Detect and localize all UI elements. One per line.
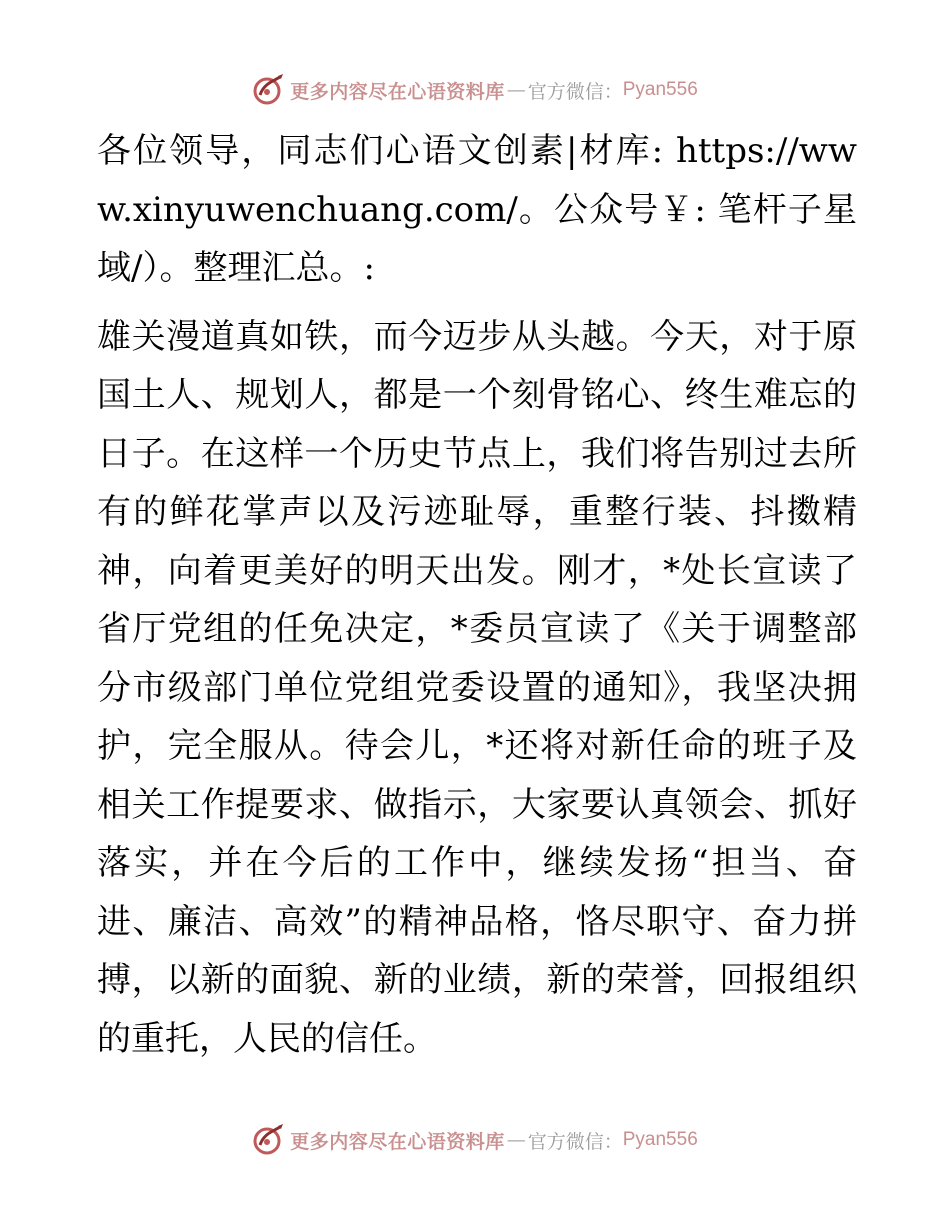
banner-wechat-id: Pyan556 <box>622 1129 698 1150</box>
footer-banner <box>0 1120 950 1160</box>
speech-paragraph: 雄关漫道真如铁，而今迈步从头越。今天，对于原国土人、规划人，都是一个刻骨铭心、终生难忘的日子。在这样一个历史节点上，我们将告别过去所有的鲜花掌声以及污迹耻辱，重整行装、抖擞精神，向着更美好的明天出发。刚才，*处长宣读了省厅党组的任免决定，*委员宣读了《关于调整部分市级部门单位党组党委设置的通知》，我坚决拥护，完全服从。待会儿，*还将对新任命的班子及相关工作提要求、做指示，大家要认真领会、抓好落实，并在今后的工作中，继续发扬“担当、奋进、廉洁、高效”的精神品格，恪尽职守、奋力拼搏，以新的面貌、新的业绩，新的荣誉，回报组织的重托，人民的信任。 <box>97 316 857 1059</box>
banner-main-text: 更多内容尽在心语资料库 <box>290 1130 505 1153</box>
intro-paragraph: 各位领导，同志们心语文创素|材库: https://www.xinyuwenchuang.com/。公众号￥: 笔杆子星域/）。整理汇总。: <box>97 131 857 288</box>
banner-wechat-id: Pyan556 <box>622 79 698 100</box>
banner-wechat-label: 官方微信： <box>527 1130 623 1153</box>
banner-main-text: 更多内容尽在心语资料库 <box>290 80 505 103</box>
pen-swirl-logo-icon <box>252 73 286 107</box>
pen-swirl-logo-icon <box>252 1123 286 1157</box>
document-body <box>97 122 857 1068</box>
banner-separator: — <box>506 1129 526 1151</box>
header-banner <box>0 70 950 110</box>
banner-separator: — <box>506 79 526 101</box>
banner-wechat-label: 官方微信： <box>527 80 623 103</box>
